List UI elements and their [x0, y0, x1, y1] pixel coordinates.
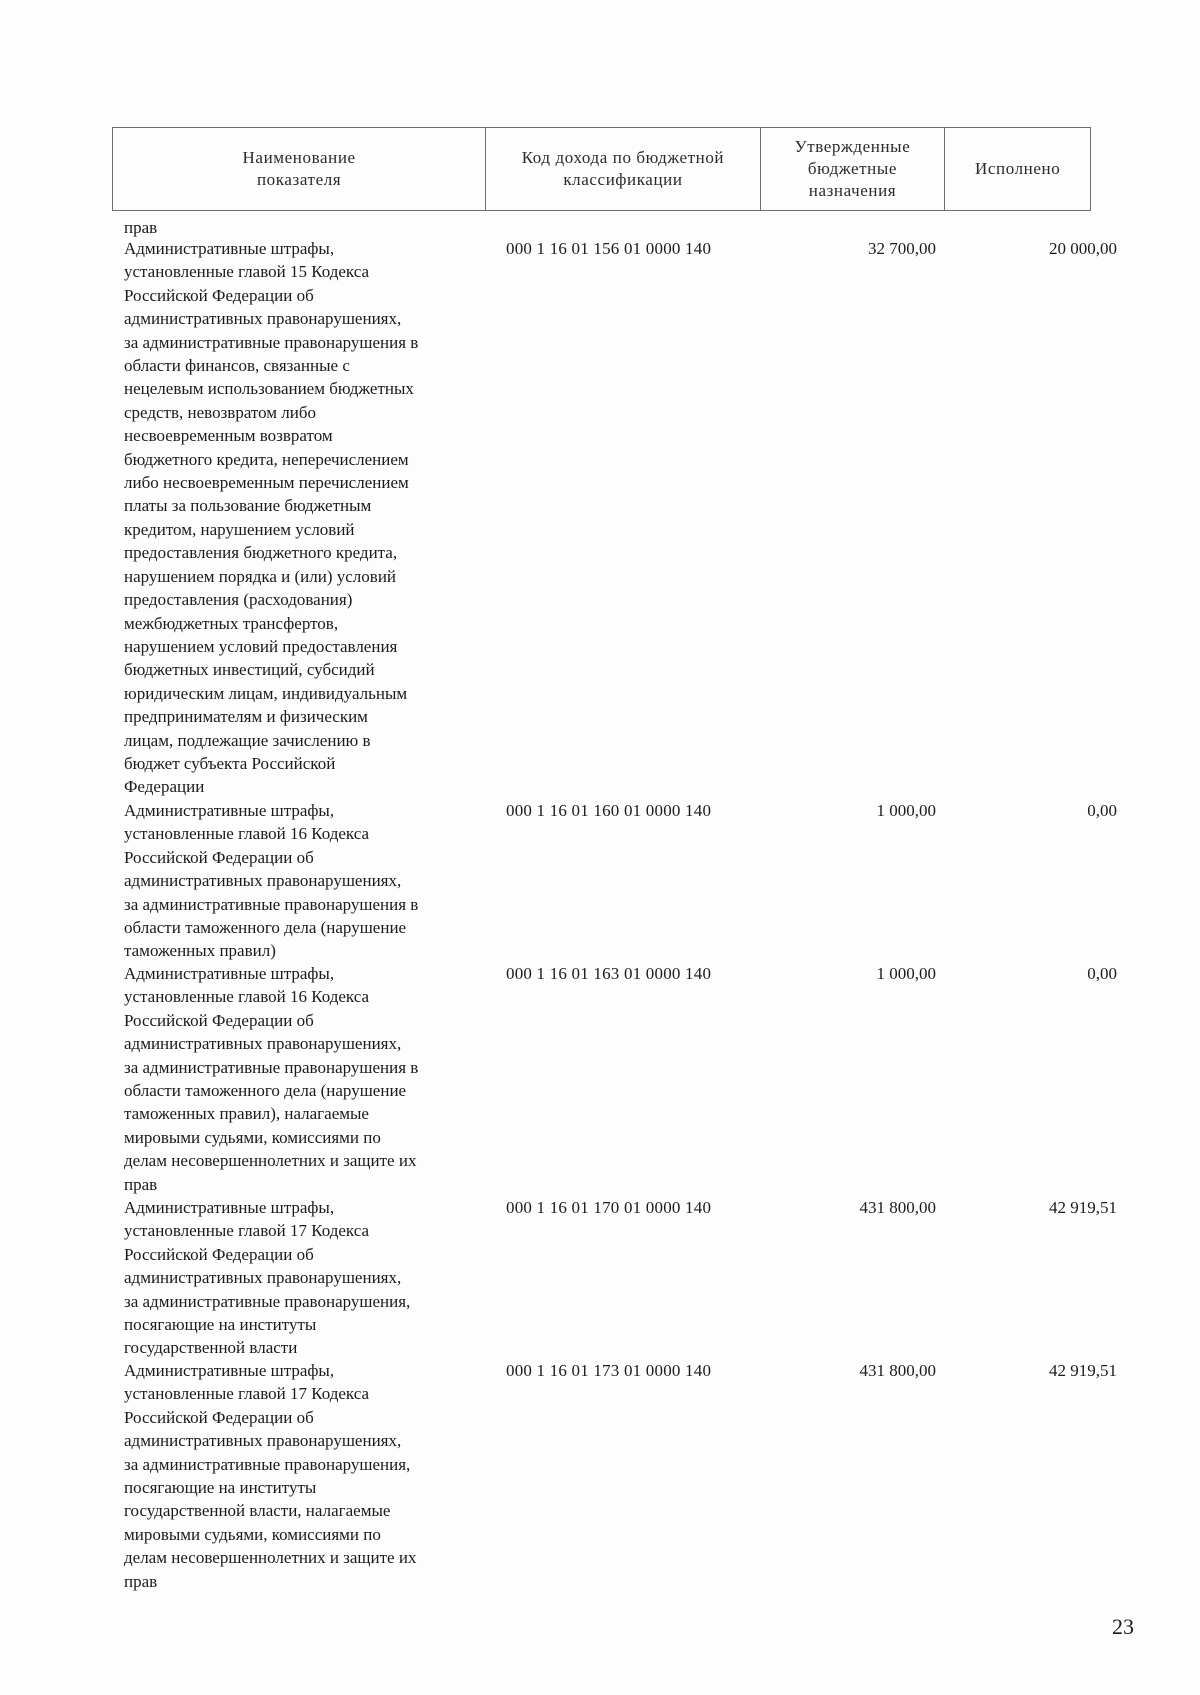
header-budget-code: Код дохода по бюджетной классификации: [485, 128, 759, 210]
row-name: Административные штрафы, установленные главой 16 Кодекса Российской Федерации об административных правонарушениях, за административные правонарушения в области таможенного дела (нарушение таможенных правил): [124, 801, 419, 961]
row-code: 000 1 16 01 173 01 0000 140: [506, 1361, 712, 1380]
header-indicator-name: Наименование показателя: [242, 148, 356, 189]
row-executed: 0,00: [1087, 964, 1117, 983]
row-name: Административные штрафы, установленные главой 16 Кодекса Российской Федерации об административных правонарушениях, за административные правонарушения в области таможенного дела (нарушение таможенных правил), налагаемые мировыми судьями, комиссиями по делам несовершеннолетних и защите их прав: [124, 964, 419, 1194]
row-executed: 42 919,51: [1049, 1198, 1117, 1217]
row-code: 000 1 16 01 170 01 0000 140: [506, 1198, 712, 1217]
row-name: Административные штрафы, установленные главой 15 Кодекса Российской Федерации об административных правонарушениях, за административные правонарушения в области финансов, связанные с нецелевым использованием бюджетных средств, невозвратом либо несвоевременным возвратом бюджетного кредита, неперечислением либо несвоевременным перечислением платы за пользование бюджетным кредитом, нарушением условий предоставления бюджетного кредита, нарушением порядка и (или) условий предоставления (расходования) межбюджетных трансфертов, нарушением условий предоставления бюджетных инвестиций, субсидий юридическим лицам, индивидуальным предпринимателям и физическим лицам, подлежащие зачислению в бюджет субъекта Российской Федерации: [124, 239, 419, 797]
row-approved: 32 700,00: [868, 239, 936, 258]
row-approved: 1 000,00: [876, 801, 936, 820]
row-executed: 42 919,51: [1049, 1361, 1117, 1380]
row-approved: 431 800,00: [859, 1361, 936, 1380]
row-approved: 431 800,00: [859, 1198, 936, 1217]
continued-text: прав: [124, 218, 158, 237]
header-approved-appropriations: Утвержденные бюджетные назначения: [760, 128, 945, 210]
row-executed: 0,00: [1087, 801, 1117, 820]
row-code: 000 1 16 01 163 01 0000 140: [506, 964, 712, 983]
row-name: Административные штрафы, установленные главой 17 Кодекса Российской Федерации об административных правонарушениях, за административные правонарушения, посягающие на институты государственной власти: [124, 1198, 411, 1358]
row-name: Административные штрафы, установленные главой 17 Кодекса Российской Федерации об административных правонарушениях, за административные правонарушения, посягающие на институты государственной власти, налагаемые мировыми судьями, комиссиями по делам несовершеннолетних и защите их прав: [124, 1361, 417, 1591]
row-executed: 20 000,00: [1049, 239, 1117, 258]
row-code: 000 1 16 01 156 01 0000 140: [506, 239, 712, 258]
page-number: 23: [1112, 1614, 1134, 1639]
header-executed: Исполнено: [944, 128, 1090, 210]
row-approved: 1 000,00: [876, 964, 936, 983]
row-code: 000 1 16 01 160 01 0000 140: [506, 801, 712, 820]
